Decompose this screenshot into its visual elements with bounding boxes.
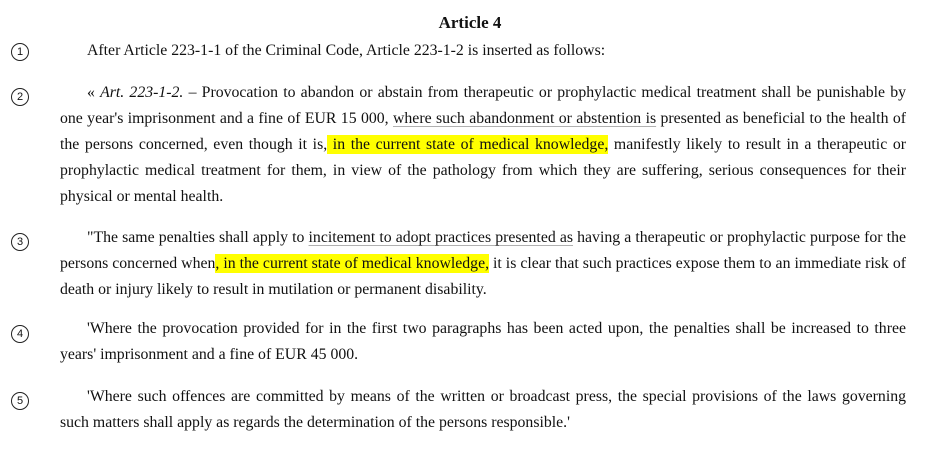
paragraph-1-text: After Article 223-1-1 of the Criminal Code, Article 223-1-2 is inserted as follows:: [87, 42, 606, 59]
paragraph-3-text-c: it is clear that such practices expose them to an immediate risk of death or injury likely to result in mutilation or permanent disability.: [60, 255, 906, 298]
paragraph-3: [60, 225, 906, 303]
paragraph-marker-2: 2: [11, 88, 29, 106]
paragraph-2-text-a: – Provocation to abandon or abstain from therapeutic or prophylactic medical treatment shall be punishable by one year's imprisonment and a fine of EUR 15 000,: [60, 84, 906, 127]
paragraph-3-text-b: having a therapeutic or prophylactic purpose for the persons concerned when: [60, 229, 906, 272]
quote-open: «: [87, 84, 101, 101]
paragraph-marker-3: 3: [11, 233, 29, 251]
paragraph-marker-1: 1: [11, 43, 29, 61]
paragraph-4-text: 'Where the provocation provided for in the first two paragraphs has been acted upon, the penalties shall be increased to three years' imprisonment and a fine of EUR 45 000.: [60, 320, 906, 363]
article-heading: Article 4: [438, 13, 502, 32]
article-reference: Art. 223-1-2.: [100, 84, 184, 101]
paragraph-5-text: 'Where such offences are committed by means of the written or broadcast press, the special provisions of the laws governing such matters shall apply as regards the determination of the persons responsible.': [60, 388, 906, 431]
paragraph-4: [60, 316, 906, 368]
paragraph-2-underlined: where such abandonment or abstention is: [393, 110, 657, 127]
paragraph-2-text-c: manifestly likely to result in a therapeutic or prophylactic medical treatment for them, in view of the pathology from which they are suffering, serious consequences for their physical or mental health.: [60, 136, 906, 205]
paragraph-2-text-b: presented as beneficial to the health of the persons concerned, even though it is,: [60, 110, 906, 153]
highlight-medical-knowledge-2: , in the current state of medical knowledge,: [215, 255, 490, 272]
paragraph-3-text-a: "The same penalties shall apply to: [87, 229, 309, 246]
paragraph-5: [60, 384, 906, 436]
paragraph-2: [60, 80, 906, 210]
highlight-medical-knowledge-1: in the current state of medical knowledge,: [327, 136, 609, 153]
paragraph-marker-5: 5: [11, 392, 29, 410]
paragraph-marker-4: 4: [11, 325, 29, 343]
paragraph-1: [60, 38, 906, 64]
paragraph-3-underlined: incitement to adopt practices presented as: [308, 229, 574, 246]
